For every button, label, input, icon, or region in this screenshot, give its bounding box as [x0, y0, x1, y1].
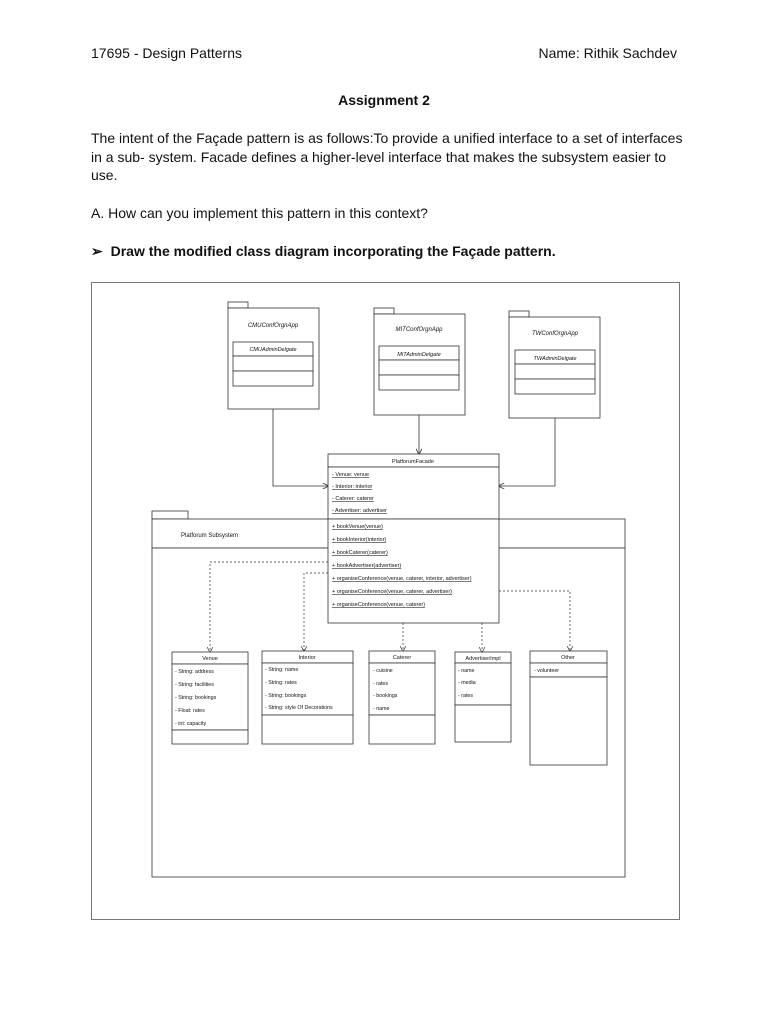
class-attribute: - String: bookings: [175, 695, 217, 701]
facade-class: [328, 454, 499, 623]
course-header: 17695 - Design Patterns: [91, 45, 242, 61]
package-cmu: [228, 302, 319, 409]
package-title: CMUConfOrgnApp: [247, 323, 299, 329]
class-title: Other: [561, 655, 575, 661]
class-attribute: - volunteer: [534, 668, 560, 674]
class-attribute: - String: facilities: [175, 682, 214, 688]
package-title: TWConfOrgnApp: [531, 331, 579, 337]
facade-method: + bookCaterer(caterer): [332, 550, 388, 556]
arrow-bullet-icon: ➢: [91, 243, 103, 259]
class-attribute: - Float: rates: [175, 708, 205, 714]
package-mit: [374, 308, 465, 415]
class-attribute: - String: name: [265, 667, 299, 673]
class-title: Interior: [298, 655, 316, 661]
question-a: A. How can you implement this pattern in this context?: [91, 205, 428, 221]
facade-method: + organiseConference(venue, caterer, interior, advertiser): [332, 576, 472, 582]
class-attribute: - name: [373, 706, 390, 712]
instruction-text: Draw the modified class diagram incorporating the Façade pattern.: [110, 243, 556, 259]
delegate-class-title: CMUAdminDelgate: [249, 347, 297, 353]
class-other: [530, 651, 607, 765]
class-venue: [172, 652, 248, 744]
package-title: MITConfOrgnApp: [395, 327, 443, 333]
facade-method: + bookAdvertiser(advertiser): [332, 563, 402, 569]
class-attribute: - bookings: [373, 693, 398, 699]
facade-method: + organiseConference(venue, caterer, advertiser): [332, 589, 452, 595]
class-attribute: - media: [458, 680, 476, 686]
package-tw: [509, 311, 600, 418]
intro-paragraph: The intent of the Façade pattern is as follows:To provide a unified interface to a set of interfaces in a sub- system. Facade defines a higher-level interface that makes the subsystem easier to use.: [91, 130, 683, 183]
class-attribute: - int: capacity: [175, 721, 207, 727]
student-name: Name: Rithik Sachdev: [538, 45, 677, 61]
facade-attribute: - Interior: interior: [332, 484, 373, 490]
class-attribute: - name: [458, 668, 475, 674]
subsystem-label: Platforum Subsystem: [181, 533, 239, 539]
class-attribute: - cuisine: [373, 668, 393, 674]
delegate-class-title: MITAdminDelgate: [397, 352, 441, 358]
class-title: Caterer: [392, 655, 412, 661]
facade-attribute: - Venue: venue: [332, 472, 370, 478]
facade-method: + bookInterior(interior): [332, 537, 387, 543]
class-attribute: - rates: [458, 693, 474, 699]
assignment-title: Assignment 2: [338, 92, 430, 108]
class-title: Venue: [202, 656, 218, 662]
facade-attribute: - Caterer: caterer: [332, 496, 374, 502]
class-caterer: [369, 651, 435, 744]
facade-title: PlatforumFacade: [392, 459, 434, 465]
class-attribute: - String: rates: [265, 680, 297, 686]
facade-method: + organiseConference(venue, caterer): [332, 602, 426, 608]
class-attribute: - rates: [373, 681, 389, 687]
class-attribute: - String: bookings: [265, 693, 307, 699]
facade-method: + bookVenue(venue): [332, 524, 383, 530]
class-title: AdvertiserImpl: [465, 656, 501, 662]
class-advertiserimpl: [455, 652, 511, 742]
facade-attribute: - Advertiser: advertiser: [332, 508, 388, 514]
delegate-class-title: TWAdminDelgate: [533, 356, 577, 362]
class-attribute: - String: address: [175, 669, 214, 675]
class-interior: [262, 651, 353, 744]
class-attribute: - String: style Of Decorations: [265, 705, 333, 711]
